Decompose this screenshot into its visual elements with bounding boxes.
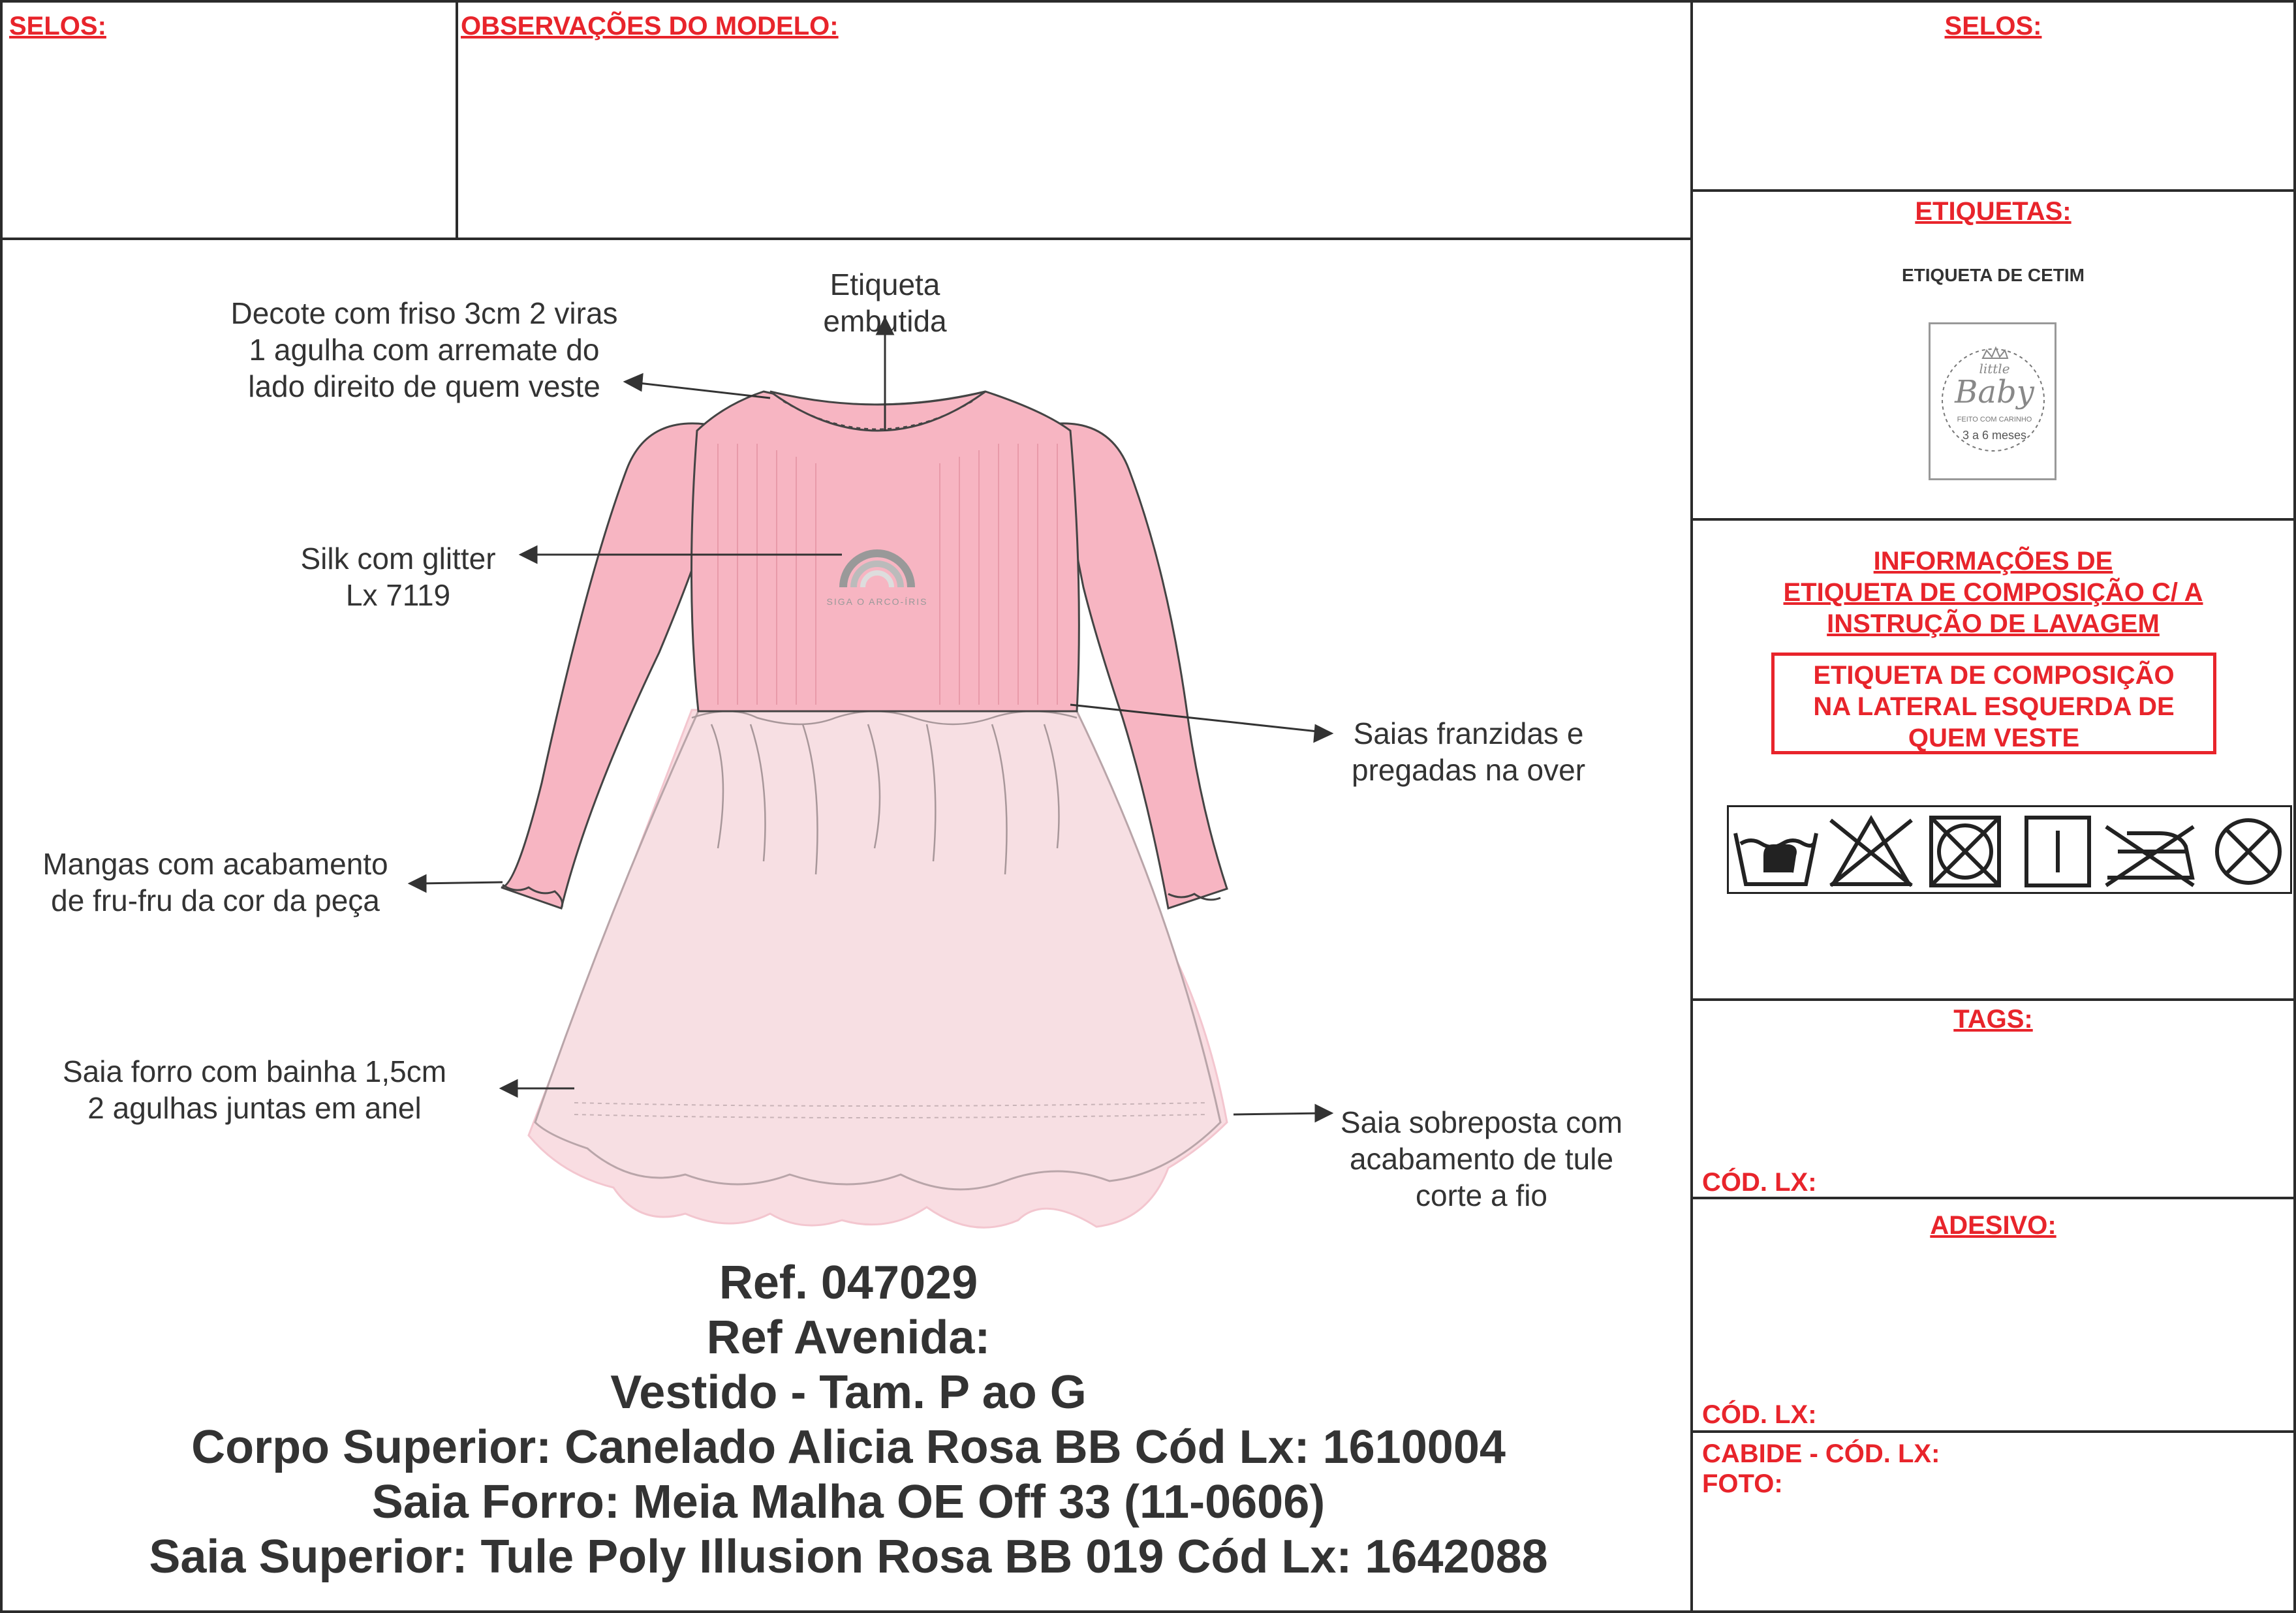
note-saia-sobre-3: corte a fio xyxy=(1416,1178,1547,1212)
label-brand: Baby xyxy=(1955,374,2034,410)
no-iron-icon xyxy=(2106,827,2194,885)
note-saia-forro-1: Saia forro com bainha 1,5cm xyxy=(62,1054,447,1088)
cod-lx-1-label: CÓD. LX: xyxy=(1702,1168,1817,1197)
satin-label-tag xyxy=(1929,322,2056,480)
label-size: 3 a 6 meses xyxy=(1962,429,2027,442)
note-decote-3: lado direito de quem veste xyxy=(248,369,600,403)
note-etiqueta xyxy=(787,266,983,339)
tags-label: TAGS: xyxy=(1953,1005,2033,1034)
spec-saia-superior: Saia Superior: Tule Poly Illusion Rosa BB 019 Cód Lx: 1642088 xyxy=(149,1531,1548,1583)
composicao-box xyxy=(1771,653,2216,754)
note-decote xyxy=(202,295,646,405)
note-saia-forro xyxy=(33,1053,476,1126)
spec-ref: Ref. 047029 xyxy=(719,1257,978,1309)
note-mangas-2: de fru-fru da cor da peça xyxy=(51,883,380,917)
note-saias-2: pregadas na over xyxy=(1351,753,1586,787)
note-saia-sobre-1: Saia sobreposta com xyxy=(1340,1105,1623,1139)
composicao-box-line-2: NA LATERAL ESQUERDA DE xyxy=(1813,692,2175,721)
selos-left-label: SELOS: xyxy=(9,12,106,40)
etiquetas-label: ETIQUETAS: xyxy=(1915,197,2071,226)
spec-corpo-superior: Corpo Superior: Canelado Alicia Rosa BB Cód Lx: 1610004 xyxy=(191,1421,1506,1473)
label-brand-top: little xyxy=(1979,361,2010,376)
note-silk-2: Lx 7119 xyxy=(345,578,451,612)
hand-wash-icon xyxy=(1735,833,1816,884)
note-mangas-1: Mangas com acabamento xyxy=(42,847,388,881)
composicao-box-line-3: QUEM VESTE xyxy=(1908,724,2080,752)
no-tumble-dry-icon xyxy=(1931,818,1999,885)
spec-vestido: Vestido - Tam. P ao G xyxy=(610,1366,1087,1419)
composicao-info-line-2: ETIQUETA DE COMPOSIÇÃO C/ A xyxy=(1783,578,2203,607)
foto-label: FOTO: xyxy=(1702,1469,1783,1498)
no-bleach-icon xyxy=(1831,819,1912,885)
note-etiqueta-2: embutida xyxy=(823,304,947,338)
care-icons-strip xyxy=(1727,805,2292,894)
note-saia-forro-2: 2 agulhas juntas em anel xyxy=(87,1091,422,1125)
adesivo-label: ADESIVO: xyxy=(1930,1211,2056,1240)
note-decote-1: Decote com friso 3cm 2 viras xyxy=(230,296,618,330)
rainbow-print-text: SIGA O ARCO-ÍRIS xyxy=(826,596,928,607)
composicao-info-line-3: INSTRUÇÃO DE LAVAGEM xyxy=(1827,609,2160,638)
composicao-info-title xyxy=(1693,545,2293,639)
note-saias-1: Saias franzidas e xyxy=(1353,716,1584,750)
note-decote-2: 1 agulha com arremate do xyxy=(249,333,600,367)
composicao-info-line-1: INFORMAÇÕES DE xyxy=(1873,547,2113,576)
label-tagline: FEITO COM CARINHO xyxy=(1957,416,2032,423)
no-dry-clean-icon xyxy=(2217,820,2280,883)
cod-lx-2-label: CÓD. LX: xyxy=(1702,1400,1817,1429)
note-saias xyxy=(1325,715,1612,788)
spec-ref-avenida: Ref Avenida: xyxy=(706,1312,991,1364)
cabide-label: CABIDE - CÓD. LX: xyxy=(1702,1439,1940,1468)
composicao-box-line-1: ETIQUETA DE COMPOSIÇÃO xyxy=(1813,661,2175,690)
note-saia-sobre xyxy=(1325,1104,1638,1214)
etiqueta-cetim-label: ETIQUETA DE CETIM xyxy=(1902,265,2085,285)
note-silk xyxy=(261,540,535,613)
note-saia-sobre-2: acabamento de tule xyxy=(1349,1142,1614,1176)
line-dry-icon xyxy=(2026,818,2089,885)
note-etiqueta-1: Etiqueta xyxy=(830,268,940,301)
lining-skirt xyxy=(535,711,1220,1190)
care-icons-svg xyxy=(1729,807,2294,896)
spec-saia-forro: Saia Forro: Meia Malha OE Off 33 (11-0606) xyxy=(371,1476,1326,1528)
note-silk-1: Silk com glitter xyxy=(300,542,496,576)
observacoes-label: OBSERVAÇÕES DO MODELO: xyxy=(461,12,839,40)
right-selos-label: SELOS: xyxy=(1944,12,2042,40)
note-mangas xyxy=(20,846,411,919)
